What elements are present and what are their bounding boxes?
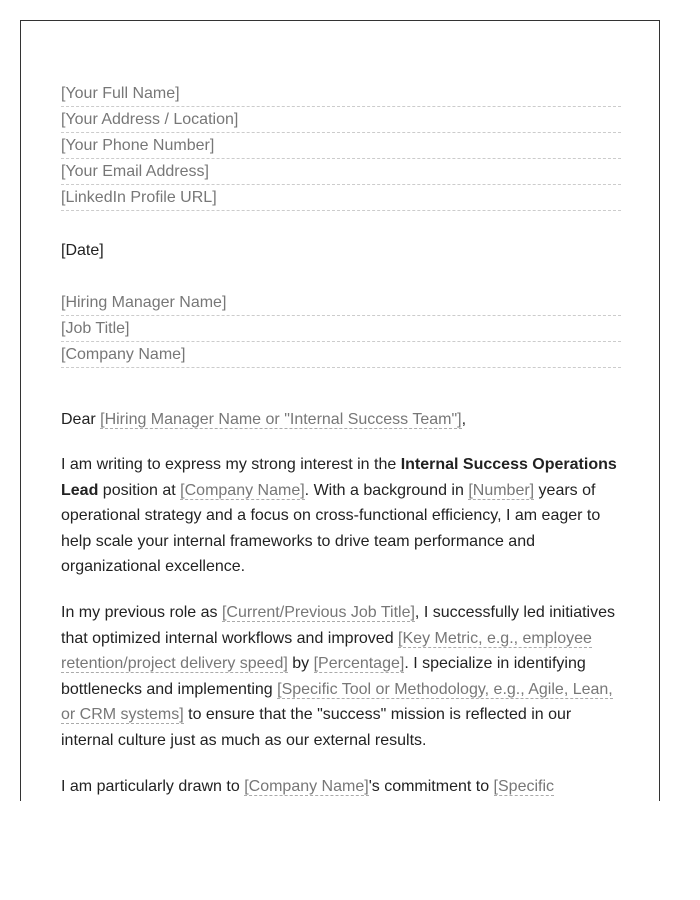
- paragraph1-text-2: position at: [98, 481, 181, 499]
- recipient-job-title: [Job Title]: [61, 320, 130, 337]
- paragraph1-text-3: . With a background in: [304, 481, 469, 499]
- paragraph3-text-2: 's commitment to: [368, 777, 494, 795]
- paragraph1-text-1: I am writing to express my strong interest in the: [61, 456, 401, 473]
- sender-phone: [Your Phone Number]: [61, 137, 215, 154]
- letter-date: [Date]: [61, 242, 104, 259]
- body-paragraph-1: [61, 452, 621, 580]
- percentage-placeholder[interactable]: [Percentage]: [313, 655, 405, 673]
- paragraph2-text-5: to ensure that the "success" mission is reflected in our internal culture just as much as our external results.: [61, 706, 572, 749]
- recipient-block: [61, 290, 621, 368]
- years-number-placeholder[interactable]: [Number]: [468, 481, 535, 499]
- tool-methodology-placeholder[interactable]: [Specific Tool or Methodology, e.g., Agile, Lean, or CRM systems]: [61, 680, 613, 724]
- sender-email: [Your Email Address]: [61, 163, 209, 180]
- key-metric-placeholder[interactable]: [Key Metric, e.g., employee retention/project delivery speed]: [61, 629, 592, 673]
- sender-phone-field[interactable]: [61, 133, 621, 159]
- letter-page: [20, 20, 660, 801]
- salutation-name-placeholder[interactable]: [Hiring Manager Name or "Internal Success Team"]: [100, 411, 462, 428]
- body-paragraph-2: [61, 600, 621, 754]
- sender-address: [Your Address / Location]: [61, 111, 239, 128]
- paragraph2-text-2: , I successfully led initiatives that optimized internal workflows and improved: [61, 603, 615, 647]
- recipient-hiring-manager: [Hiring Manager Name]: [61, 294, 227, 311]
- salutation: [61, 408, 621, 432]
- recipient-company-field[interactable]: [61, 342, 621, 368]
- job-title-placeholder[interactable]: [Current/Previous Job Title]: [221, 603, 415, 621]
- specific-commitment-placeholder[interactable]: [Specific: [493, 777, 555, 795]
- sender-linkedin-field[interactable]: [61, 185, 621, 211]
- letter-content: [61, 81, 621, 799]
- company-name-placeholder[interactable]: [Company Name]: [180, 481, 305, 499]
- body-paragraph-3: [61, 774, 621, 800]
- sender-email-field[interactable]: [61, 159, 621, 185]
- recipient-hiring-manager-field[interactable]: [61, 290, 621, 316]
- recipient-job-title-field[interactable]: [61, 316, 621, 342]
- sender-full-name: [Your Full Name]: [61, 85, 180, 102]
- paragraph1-text-4: years of operational strategy and a focus on cross-functional efficiency, I am eager to help scale your internal frameworks to drive team performance and organizational excellence.: [61, 481, 601, 576]
- sender-full-name-field[interactable]: [61, 81, 621, 107]
- role-title-bold: Internal Success Operations Lead: [61, 456, 617, 499]
- recipient-company: [Company Name]: [61, 346, 186, 363]
- salutation-prefix: Dear: [61, 411, 101, 428]
- sender-linkedin: [LinkedIn Profile URL]: [61, 189, 217, 206]
- sender-block: [61, 81, 621, 211]
- salutation-suffix: ,: [461, 411, 467, 428]
- paragraph2-text-3: by: [287, 655, 314, 673]
- paragraph2-text-1: In my previous role as: [61, 603, 222, 621]
- sender-address-field[interactable]: [61, 107, 621, 133]
- paragraph2-text-4: . I specialize in identifying bottlenecks and implementing: [61, 655, 586, 698]
- paragraph3-text-1: I am particularly drawn to: [61, 777, 245, 795]
- company-name-placeholder-2[interactable]: [Company Name]: [244, 777, 369, 795]
